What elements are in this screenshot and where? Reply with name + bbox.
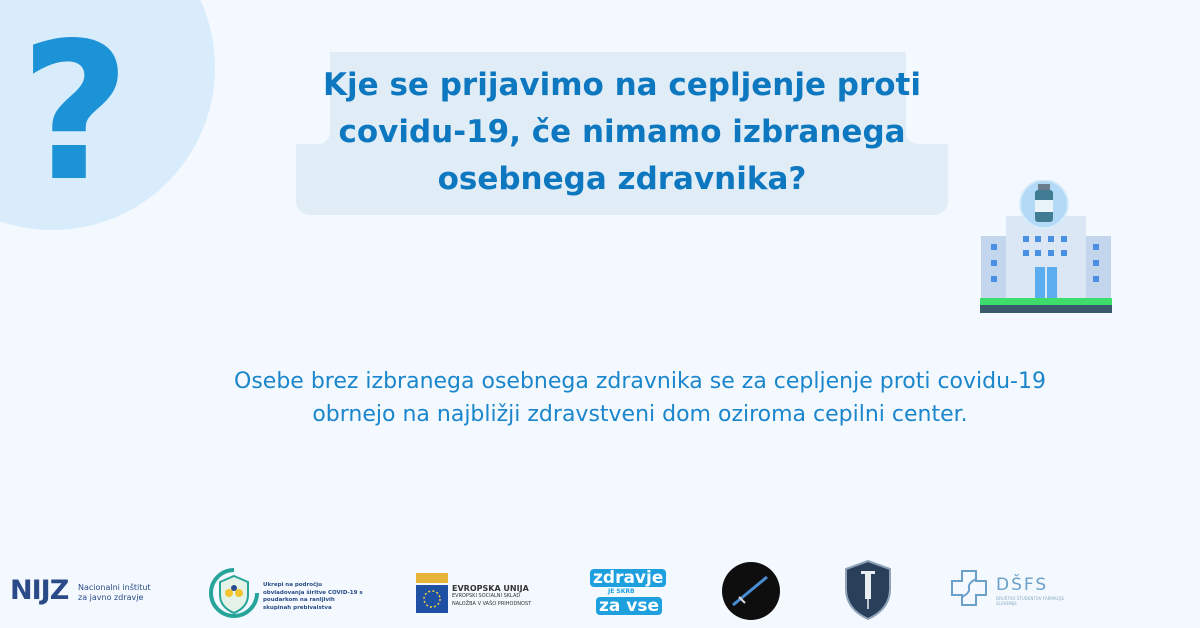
- nijz-name: Nacionalni inštitut za javno zdravje: [78, 583, 151, 602]
- eu-flag-icon: [416, 573, 448, 613]
- eu-title: EVROPSKA UNIJA: [452, 584, 529, 593]
- nijz-logo-mark: NIJZ: [10, 575, 69, 606]
- dsfs-subtitle: DRUŠTVO ŠTUDENTOV FARMACIJE SLOVENIJE: [996, 596, 1065, 606]
- page-title: Kje se prijavimo na cepljenje proti covidu-19, če nimamo izbranega osebnega zdravnika?: [323, 67, 921, 197]
- question-mark-icon: ?: [20, 2, 131, 223]
- dsfs-logo-icon: [948, 567, 990, 609]
- hospital-vaccine-icon: [978, 180, 1114, 314]
- syringe-shield-icon: [843, 559, 893, 621]
- zdravje-logo: [588, 569, 662, 619]
- ukrepi-text: Ukrepi na področju obvladovanja širitve COVID-19 s poudarkom na ranljivih skupinah prebivalstva: [263, 582, 363, 611]
- eu-text: [452, 584, 562, 607]
- vaxcinet-logo-icon: [721, 561, 781, 621]
- eu-motto: NALOŽBA V VAŠO PRIHODNOST: [452, 601, 532, 607]
- answer-text: Osebe brez izbranega osebnega zdravnika se za cepljenje proti covidu-19 obrnejo na najbližji zdravstveni dom oziroma cepilni center.: [234, 369, 1046, 427]
- ukrepi-logo-icon: [208, 567, 260, 619]
- zdravje-word1: zdravje: [590, 569, 666, 587]
- zdravje-word2: JE SKRB: [608, 588, 635, 595]
- eu-fund: EVROPSKI SOCIALNI SKLAD: [452, 593, 521, 599]
- dsfs-mark: DŠFS: [996, 575, 1049, 595]
- zdravje-word3: za vse: [596, 597, 662, 615]
- partner-logos: [0, 555, 1200, 628]
